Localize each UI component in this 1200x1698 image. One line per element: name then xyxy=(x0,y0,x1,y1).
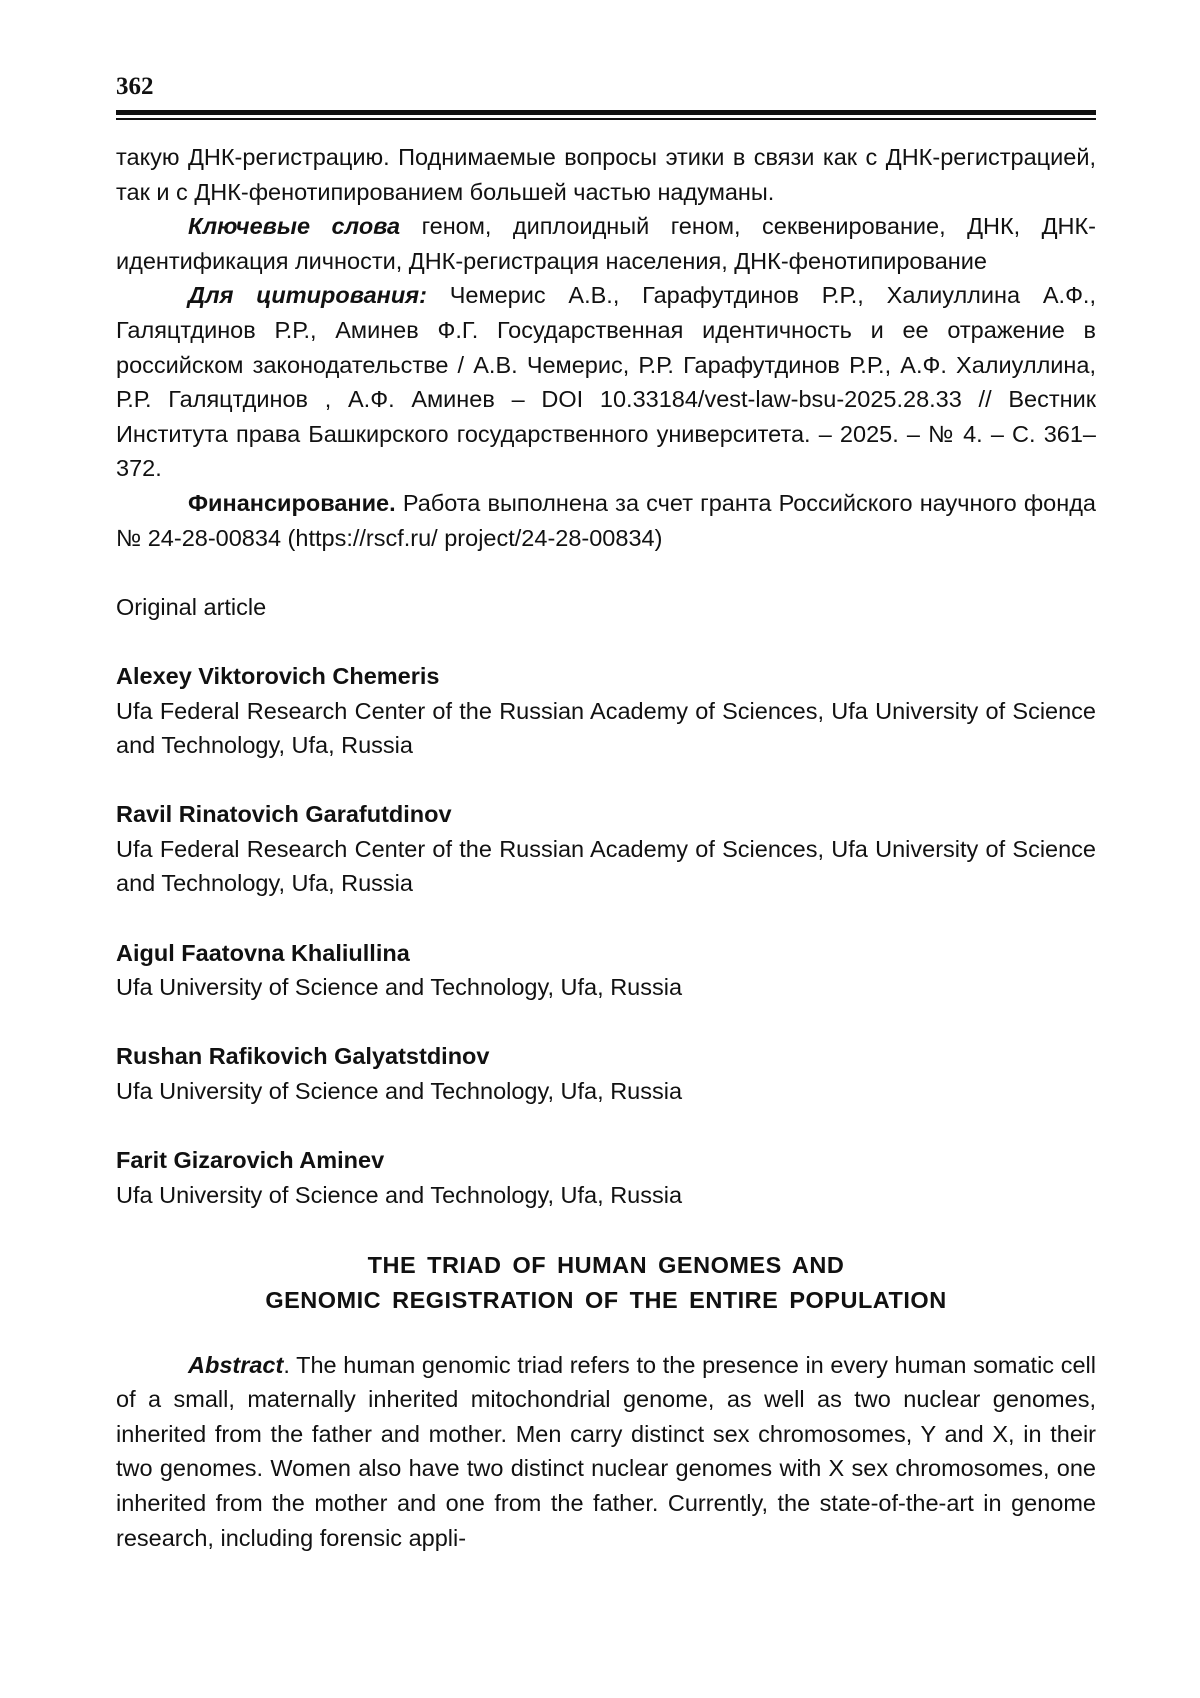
author-affiliation: Ufa Federal Research Center of the Russian Academy of Sciences, Ufa University of Science and Technology, Ufa, Russia xyxy=(116,835,1096,897)
citation-text: Чемерис А.В., Гарафутдинов Р.Р., Халиуллина А.Ф., Галяцтдинов Р.Р., Аминев Ф.Г. Государственная идентичность и ее отражение в российском законодательстве / А.В. Чемерис, Р.Р. Гарафутдинов Р.Р., А.Ф. Халиуллина, Р.Р. Галяцтдинов , А.Ф. Аминев – DOI 10.33184/vest-law-bsu-2025.28.33 // Вестник Института права Башкирского государственного университета. – 2025. – № 4. – С. 361–372. xyxy=(116,282,1096,482)
author-block xyxy=(116,659,1096,763)
summary-tail: такую ДНК-регистрацию. Поднимаемые вопросы этики в связи как с ДНК-регистрацией, так и с ДНК-фенотипированием большей частью надуманы. xyxy=(116,144,1096,205)
title-line-1: THE TRIAD OF HUMAN GENOMES AND xyxy=(367,1252,845,1279)
citation-label: Для цитирования: xyxy=(188,282,427,309)
author-name: Rushan Rafikovich Galyatstdinov xyxy=(116,1043,490,1070)
header-rule-thick xyxy=(116,110,1096,115)
funding-label: Финансирование. xyxy=(188,489,396,516)
author-block xyxy=(116,1143,1096,1212)
citation-paragraph xyxy=(116,278,1096,486)
author-name: Farit Gizarovich Aminev xyxy=(116,1147,385,1174)
author-affiliation: Ufa University of Science and Technology, Ufa, Russia xyxy=(116,1078,683,1105)
author-name: Alexey Viktorovich Chemeris xyxy=(116,662,440,689)
page-header xyxy=(116,72,1096,120)
keywords-text: геном, диплоидный геном, секвенирование, ДНК, ДНК-идентификация личности, ДНК-регистрация населения, ДНК-фенотипирование xyxy=(116,213,1097,274)
author-block xyxy=(116,1039,1096,1108)
page-body xyxy=(116,140,1096,1555)
article-type: Original article xyxy=(116,593,267,620)
keywords-paragraph xyxy=(116,209,1096,278)
article-title xyxy=(116,1248,1096,1317)
author-block xyxy=(116,936,1096,1005)
abstract-text: . The human genomic triad refers to the presence in every human somatic cell of a small, maternally inherited mitochondrial genome, as well as two nuclear genomes, inherited from the father and mother. Men carry distinct sex chromosomes, Y and X, in their two genomes. Women also have two distinct nuclear genomes with X sex chromosomes, one inherited from the mother and one from the father. Currently, the state-of-the-art in genome research, including forensic appli- xyxy=(116,1351,1096,1551)
keywords-label: Ключевые слова xyxy=(188,213,401,240)
header-rule-thin xyxy=(116,118,1096,120)
author-affiliation: Ufa Federal Research Center of the Russian Academy of Sciences, Ufa University of Science and Technology, Ufa, Russia xyxy=(116,697,1096,759)
funding-text: Работа выполнена за счет гранта Российского научного фонда № 24-28-00834 (https://rscf.ru/ project/24-28-00834) xyxy=(116,489,1096,551)
author-affiliation: Ufa University of Science and Technology, Ufa, Russia xyxy=(116,974,683,1001)
title-line-2: GENOMIC REGISTRATION OF THE ENTIRE POPULATION xyxy=(265,1287,947,1313)
author-block xyxy=(116,797,1096,901)
author-name: Ravil Rinatovich Garafutdinov xyxy=(116,801,452,828)
page-number: 362 xyxy=(116,73,154,100)
abstract-paragraph xyxy=(116,1348,1096,1556)
author-affiliation: Ufa University of Science and Technology, Ufa, Russia xyxy=(116,1181,683,1208)
abstract-label: Abstract xyxy=(188,1351,284,1378)
funding-paragraph xyxy=(116,486,1096,555)
author-name: Aigul Faatovna Khaliullina xyxy=(116,939,410,966)
